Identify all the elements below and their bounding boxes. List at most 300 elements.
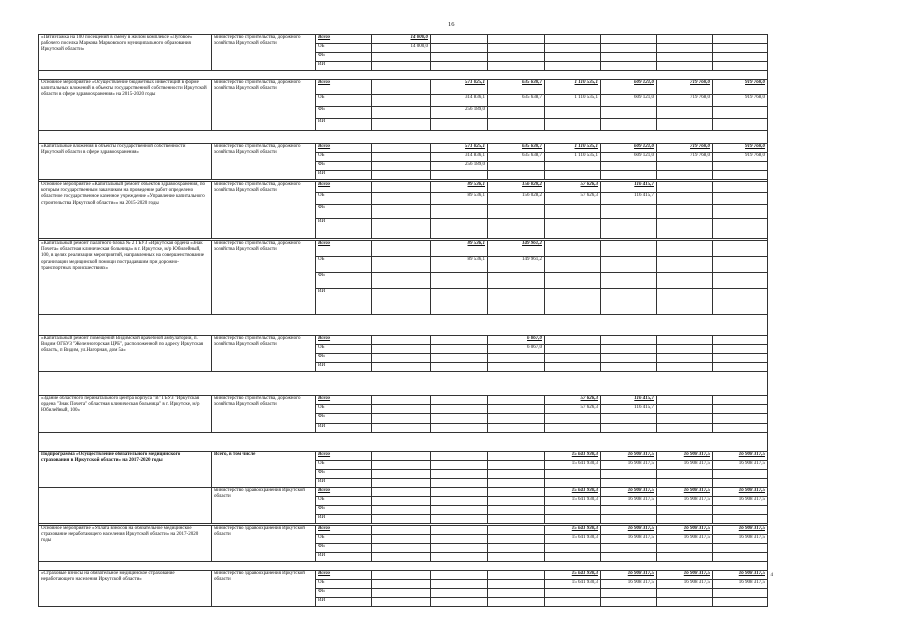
amount-cell	[713, 345, 768, 354]
activity-name-cell: Подпрограмма «Осуществление обязательного медицинского страхования в Иркутской области» на 2017-2020 годы	[39, 452, 212, 488]
amount-cell	[372, 580, 431, 589]
amount-cell	[488, 62, 545, 71]
amount-cell: 15 641 930,3	[545, 535, 601, 544]
amount-cell	[601, 345, 657, 354]
amount-cell	[601, 470, 657, 479]
amount-cell: 116 415,7	[601, 193, 657, 205]
funding-source-cell: ФБ	[316, 506, 372, 515]
amount-cell	[488, 544, 545, 553]
amount-cell	[601, 205, 657, 219]
funding-source-cell: ИИ	[316, 62, 372, 71]
responsible-cell: министерство здравоохранения Иркутской области	[212, 488, 316, 524]
amount-cell: 635 638,7	[488, 144, 545, 153]
amount-cell	[372, 205, 431, 219]
separator-cell	[39, 562, 768, 571]
responsible-cell: министерство строительства, дорожного хозяйства Иркутской области	[212, 80, 316, 131]
amount-cell	[431, 205, 488, 219]
amount-cell: 16 908 317,5	[713, 488, 768, 497]
responsible-cell: министерство строительства, дорожного хозяйства Иркутской области	[212, 35, 316, 71]
amount-cell	[545, 544, 601, 553]
responsible-cell: министерство строительства, дорожного хозяйства Иркутской области	[212, 182, 316, 239]
amount-cell	[713, 336, 768, 345]
amount-cell	[657, 414, 713, 424]
funding-source-cell: ОБ	[316, 257, 372, 273]
amount-cell	[488, 35, 545, 44]
amount-cell	[713, 354, 768, 363]
amount-cell	[488, 363, 545, 372]
amount-cell: 256 189,0	[431, 107, 488, 119]
amount-cell	[488, 571, 545, 580]
amount-cell: 1 110 535,1	[545, 144, 601, 153]
amount-cell	[488, 589, 545, 598]
amount-cell: 16 908 317,5	[657, 461, 713, 470]
amount-cell	[601, 241, 657, 257]
funding-source-cell: ФБ	[316, 589, 372, 598]
amount-cell	[431, 479, 488, 488]
amount-cell: 16 908 317,5	[713, 452, 768, 461]
amount-cell: 609 121,0	[601, 80, 657, 95]
amount-cell	[545, 553, 601, 562]
amount-cell	[431, 345, 488, 354]
amount-cell: 16 908 317,5	[657, 452, 713, 461]
funding-source-cell: Всего	[316, 241, 372, 257]
amount-cell	[713, 363, 768, 372]
funding-source-cell: Всего	[316, 571, 372, 580]
amount-cell	[372, 193, 431, 205]
amount-cell	[657, 273, 713, 289]
amount-cell	[488, 598, 545, 607]
amount-cell: 16 908 317,5	[601, 535, 657, 544]
amount-cell	[431, 119, 488, 131]
amount-cell	[545, 414, 601, 424]
amount-cell	[372, 488, 431, 497]
amount-cell	[545, 598, 601, 607]
amount-cell	[372, 354, 431, 363]
amount-cell	[713, 44, 768, 53]
amount-cell: 16 908 317,5	[713, 571, 768, 580]
amount-cell	[601, 62, 657, 71]
amount-cell	[372, 461, 431, 470]
amount-cell: 719 768,0	[657, 95, 713, 107]
amount-cell	[372, 571, 431, 580]
table-row	[39, 35, 768, 44]
amount-cell	[372, 553, 431, 562]
amount-cell: 16 908 317,5	[657, 571, 713, 580]
amount-cell	[431, 171, 488, 180]
funding-source-cell: ИИ	[316, 479, 372, 488]
table-body	[39, 35, 768, 607]
funding-source-cell: ОБ	[316, 405, 372, 414]
amount-cell	[601, 273, 657, 289]
amount-cell	[545, 35, 601, 44]
amount-cell	[431, 580, 488, 589]
amount-cell	[488, 506, 545, 515]
amount-cell: 919 768,0	[713, 80, 768, 95]
amount-cell	[713, 273, 768, 289]
amount-cell	[372, 526, 431, 535]
amount-cell	[372, 144, 431, 153]
activity-name-cell: Основное мероприятие «Капитальный ремонт объектов здравоохранения, по которым государственным заказчиком на проведение работ определено областное государственное казенное учреждение «Управление капитального строительства Иркутской области»» на 2015-2020 годы	[39, 182, 212, 239]
amount-cell	[657, 506, 713, 515]
amount-cell: 635 638,7	[488, 80, 545, 95]
amount-cell	[372, 162, 431, 171]
amount-cell	[713, 205, 768, 219]
funding-source-cell: ИИ	[316, 219, 372, 239]
amount-cell	[601, 336, 657, 345]
amount-cell: 16 908 317,5	[657, 580, 713, 589]
amount-cell	[372, 535, 431, 544]
amount-cell: 571 025,1	[431, 80, 488, 95]
amount-cell	[713, 479, 768, 488]
amount-cell	[601, 544, 657, 553]
funding-source-cell: ФБ	[316, 414, 372, 424]
amount-cell	[713, 53, 768, 62]
funding-source-cell: ИИ	[316, 289, 372, 315]
amount-cell	[545, 162, 601, 171]
amount-cell: 571 025,1	[431, 144, 488, 153]
activity-name-cell: «Страховые взносы на обязательное медицинское страхование неработающего населения Иркутской области»	[39, 571, 212, 607]
amount-cell	[372, 257, 431, 273]
amount-cell	[657, 119, 713, 131]
amount-cell: 15 641 930,3	[545, 580, 601, 589]
amount-cell	[601, 598, 657, 607]
funding-source-cell: Всего	[316, 35, 372, 44]
amount-cell: 16 908 317,5	[601, 580, 657, 589]
amount-cell	[713, 193, 768, 205]
amount-cell	[657, 182, 713, 193]
funding-source-cell: ОБ	[316, 461, 372, 470]
amount-cell	[488, 553, 545, 562]
amount-cell	[657, 193, 713, 205]
amount-cell	[713, 544, 768, 553]
amount-cell: 609 121,0	[601, 144, 657, 153]
amount-cell: 15 641 930,3	[545, 452, 601, 461]
activity-name-cell: «Здание областного перинатального центра корпуса "В" ГБУЗ "Иркутская ордена "Знак Почета" областная клиническая больница" в г. Иркутске, м/р Юбилейный, 100»	[39, 396, 212, 433]
amount-cell	[545, 354, 601, 363]
activity-name-cell: Основное мероприятие «Уплата взносов на обязательное медицинское страхование неработающего населения Иркутской области» на 2017-2020 годы	[39, 526, 212, 562]
amount-cell	[431, 62, 488, 71]
funding-source-cell: Всего	[316, 144, 372, 153]
amount-cell	[657, 35, 713, 44]
amount-cell	[657, 53, 713, 62]
amount-cell	[657, 107, 713, 119]
amount-cell	[488, 107, 545, 119]
page-number: 16	[448, 21, 455, 28]
amount-cell: 15 641 930,3	[545, 497, 601, 506]
amount-cell	[431, 405, 488, 414]
table-row	[39, 144, 768, 153]
amount-cell	[372, 182, 431, 193]
amount-cell	[545, 171, 601, 180]
amount-cell	[488, 162, 545, 171]
amount-cell: 149 961,2	[488, 241, 545, 257]
amount-cell	[431, 488, 488, 497]
amount-cell	[713, 219, 768, 239]
amount-cell	[488, 405, 545, 414]
amount-cell	[713, 182, 768, 193]
amount-cell	[372, 119, 431, 131]
edge-mark: 4	[770, 573, 773, 578]
amount-cell	[545, 345, 601, 354]
amount-cell	[431, 452, 488, 461]
amount-cell	[545, 515, 601, 524]
amount-cell	[713, 515, 768, 524]
amount-cell	[488, 119, 545, 131]
amount-cell	[545, 205, 601, 219]
amount-cell	[488, 470, 545, 479]
amount-cell	[488, 414, 545, 424]
amount-cell	[545, 219, 601, 239]
activity-name-cell: Основное мероприятие «Осуществление бюджетных инвестиций в форме капитальных вложений в объекты государственной собственности Иркутской области в сфере здравоохранения» на 2015-2020 годы	[39, 80, 212, 131]
amount-cell: 1 110 535,1	[545, 153, 601, 162]
amount-cell	[372, 515, 431, 524]
funding-source-cell: ФБ	[316, 354, 372, 363]
table-row	[39, 452, 768, 461]
separator-cell	[39, 372, 768, 396]
funding-source-cell: Всего	[316, 336, 372, 345]
amount-cell: 6 067,0	[488, 345, 545, 354]
amount-cell: 16 908 317,5	[713, 497, 768, 506]
amount-cell	[657, 470, 713, 479]
amount-cell	[431, 53, 488, 62]
amount-cell	[601, 553, 657, 562]
funding-source-cell: ОБ	[316, 580, 372, 589]
funding-source-cell: ОБ	[316, 153, 372, 162]
block-separator	[39, 131, 768, 144]
funding-source-cell: ОБ	[316, 535, 372, 544]
amount-cell: 89 536,1	[431, 257, 488, 273]
amount-cell	[713, 119, 768, 131]
amount-cell	[372, 405, 431, 414]
table-row	[39, 571, 768, 580]
amount-cell: 719 768,0	[657, 144, 713, 153]
table-row	[39, 241, 768, 257]
amount-cell	[657, 162, 713, 171]
amount-cell	[657, 424, 713, 433]
amount-cell	[372, 153, 431, 162]
amount-cell	[372, 598, 431, 607]
funding-source-cell: ИИ	[316, 171, 372, 180]
funding-source-cell: Всего	[316, 182, 372, 193]
amount-cell: 719 768,0	[657, 153, 713, 162]
amount-cell	[657, 345, 713, 354]
funding-source-cell: ИИ	[316, 424, 372, 433]
amount-cell: 15 641 930,3	[545, 461, 601, 470]
amount-cell	[488, 515, 545, 524]
amount-cell	[601, 515, 657, 524]
amount-cell	[713, 598, 768, 607]
amount-cell: 14 000,0	[372, 35, 431, 44]
funding-source-cell: ИИ	[316, 515, 372, 524]
amount-cell	[431, 44, 488, 53]
amount-cell	[372, 396, 431, 405]
amount-cell	[657, 171, 713, 180]
amount-cell	[545, 241, 601, 257]
amount-cell	[431, 598, 488, 607]
separator-cell	[39, 315, 768, 336]
funding-source-cell: ФБ	[316, 205, 372, 219]
amount-cell	[488, 205, 545, 219]
amount-cell	[488, 424, 545, 433]
amount-cell	[713, 405, 768, 414]
separator-cell	[39, 131, 768, 144]
amount-cell	[372, 470, 431, 479]
amount-cell: 156 028,2	[488, 193, 545, 205]
amount-cell	[488, 273, 545, 289]
amount-cell: 16 908 317,5	[657, 526, 713, 535]
amount-cell	[601, 424, 657, 433]
funding-source-cell: ФБ	[316, 273, 372, 289]
amount-cell	[601, 354, 657, 363]
amount-cell	[431, 535, 488, 544]
amount-cell	[601, 506, 657, 515]
amount-cell	[488, 526, 545, 535]
amount-cell	[657, 544, 713, 553]
amount-cell	[431, 553, 488, 562]
funding-source-cell: Всего	[316, 80, 372, 95]
amount-cell	[601, 363, 657, 372]
amount-cell	[431, 336, 488, 345]
amount-cell	[488, 53, 545, 62]
amount-cell	[488, 488, 545, 497]
amount-cell	[545, 589, 601, 598]
table-row	[39, 336, 768, 345]
amount-cell: 14 000,0	[372, 44, 431, 53]
block-separator	[39, 433, 768, 452]
responsible-cell: министерство строительства, дорожного хозяйства Иркутской области	[212, 336, 316, 372]
amount-cell: 57 626,3	[545, 193, 601, 205]
amount-cell	[545, 257, 601, 273]
amount-cell	[601, 171, 657, 180]
amount-cell: 15 641 930,3	[545, 488, 601, 497]
amount-cell	[488, 289, 545, 315]
amount-cell	[372, 107, 431, 119]
amount-cell	[431, 363, 488, 372]
amount-cell	[431, 515, 488, 524]
amount-cell	[488, 44, 545, 53]
amount-cell: 1 110 535,1	[545, 80, 601, 95]
amount-cell	[545, 479, 601, 488]
block-separator	[39, 315, 768, 336]
amount-cell	[372, 53, 431, 62]
amount-cell	[488, 219, 545, 239]
amount-cell: 919 768,0	[713, 95, 768, 107]
amount-cell	[713, 171, 768, 180]
amount-cell	[713, 470, 768, 479]
funding-source-cell: ФБ	[316, 470, 372, 479]
amount-cell: 919 768,0	[713, 144, 768, 153]
amount-cell	[431, 273, 488, 289]
responsible-cell: министерство здравоохранения Иркутской области	[212, 571, 316, 607]
amount-cell: 116 415,7	[601, 182, 657, 193]
amount-cell	[657, 515, 713, 524]
amount-cell	[545, 53, 601, 62]
amount-cell	[431, 424, 488, 433]
amount-cell	[713, 414, 768, 424]
amount-cell	[545, 273, 601, 289]
amount-cell	[657, 589, 713, 598]
amount-cell	[657, 354, 713, 363]
block-separator	[39, 71, 768, 80]
amount-cell: 314 836,1	[431, 95, 488, 107]
amount-cell	[372, 506, 431, 515]
amount-cell: 116 415,7	[601, 405, 657, 414]
amount-cell	[657, 405, 713, 414]
amount-cell: 16 908 317,5	[657, 497, 713, 506]
amount-cell	[545, 44, 601, 53]
amount-cell	[372, 289, 431, 315]
amount-cell	[545, 336, 601, 345]
amount-cell: 15 641 930,3	[545, 571, 601, 580]
funding-source-cell: Всего	[316, 488, 372, 497]
amount-cell	[372, 424, 431, 433]
amount-cell	[431, 35, 488, 44]
amount-cell: 16 908 317,5	[713, 580, 768, 589]
funding-source-cell: Всего	[316, 526, 372, 535]
amount-cell	[657, 257, 713, 273]
amount-cell: 256 189,0	[431, 162, 488, 171]
amount-cell	[601, 289, 657, 315]
amount-cell	[713, 35, 768, 44]
amount-cell	[601, 107, 657, 119]
amount-cell: 609 121,0	[601, 153, 657, 162]
amount-cell	[657, 363, 713, 372]
amount-cell	[713, 241, 768, 257]
amount-cell	[372, 414, 431, 424]
table-row	[39, 182, 768, 193]
budget-table	[38, 34, 768, 607]
amount-cell: 16 908 317,5	[713, 526, 768, 535]
amount-cell: 635 638,7	[488, 153, 545, 162]
funding-source-cell: ОБ	[316, 345, 372, 354]
amount-cell: 719 768,0	[657, 80, 713, 95]
amount-cell	[545, 470, 601, 479]
amount-cell	[713, 424, 768, 433]
amount-cell	[488, 354, 545, 363]
amount-cell	[372, 589, 431, 598]
table-row	[39, 488, 768, 497]
amount-cell: 16 908 317,5	[713, 461, 768, 470]
funding-source-cell: Всего	[316, 396, 372, 405]
amount-cell: 16 908 317,5	[601, 452, 657, 461]
amount-cell	[713, 107, 768, 119]
amount-cell: 116 415,7	[601, 396, 657, 405]
amount-cell: 16 908 317,5	[657, 488, 713, 497]
amount-cell	[601, 53, 657, 62]
amount-cell: 609 121,0	[601, 95, 657, 107]
responsible-cell: министерство здравоохранения Иркутской области	[212, 526, 316, 562]
amount-cell: 57 626,3	[545, 182, 601, 193]
amount-cell	[488, 452, 545, 461]
amount-cell	[372, 241, 431, 257]
funding-source-cell: ФБ	[316, 544, 372, 553]
amount-cell	[372, 452, 431, 461]
amount-cell	[488, 479, 545, 488]
amount-cell	[488, 497, 545, 506]
amount-cell	[601, 589, 657, 598]
amount-cell	[713, 553, 768, 562]
amount-cell	[431, 414, 488, 424]
funding-source-cell: ОБ	[316, 497, 372, 506]
amount-cell: 635 638,7	[488, 95, 545, 107]
amount-cell	[713, 589, 768, 598]
amount-cell	[601, 479, 657, 488]
amount-cell: 16 908 317,5	[601, 488, 657, 497]
funding-source-cell: ОБ	[316, 193, 372, 205]
amount-cell	[431, 470, 488, 479]
table-row	[39, 526, 768, 535]
responsible-cell: министерство строительства, дорожного хозяйства Иркутской области	[212, 396, 316, 433]
